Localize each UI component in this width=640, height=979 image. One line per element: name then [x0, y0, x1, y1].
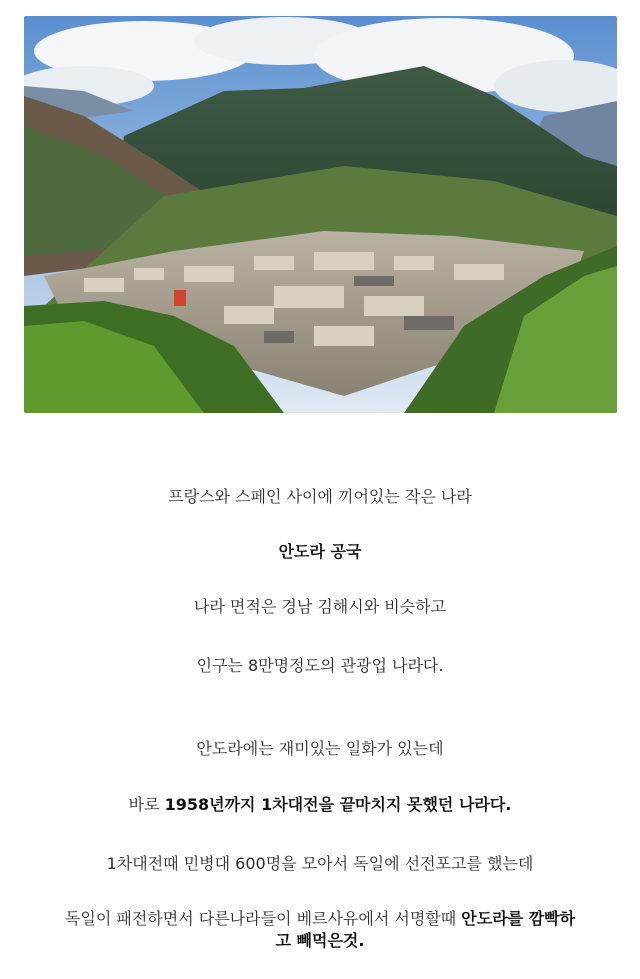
anecdote-intro-line: 안도라에는 재미있는 일화가 있는데: [196, 739, 444, 758]
versailles-prefix: 독일이 패전하면서 다른나라들이 베르사유에서 서명할때: [64, 909, 462, 928]
andorra-landscape-photo: [24, 16, 617, 413]
intro-line: 프랑스와 스페인 사이에 끼어있는 작은 나라: [168, 487, 472, 506]
declaration-line: 1차대전때 민병대 600명을 모아서 독일에 선전포고를 했는데: [106, 854, 534, 873]
ww1-emphasis: 1958년까지 1차대전을 끝마치지 못했던 나라다.: [164, 795, 512, 814]
ww1-line: [0, 794, 640, 816]
ww1-prefix: 바로: [128, 795, 165, 814]
versailles-line: [0, 908, 640, 952]
versailles-emphasis: 안도라를 깜빡하: [461, 909, 576, 928]
versailles-emphasis-continued: 고 빼먹은것.: [275, 931, 365, 950]
population-line: 인구는 8만명정도의 관광업 나라다.: [196, 656, 444, 675]
area-line: 나라 면적은 경남 김해시와 비슷하고: [193, 597, 447, 616]
country-name: 안도라 공국: [278, 542, 362, 561]
